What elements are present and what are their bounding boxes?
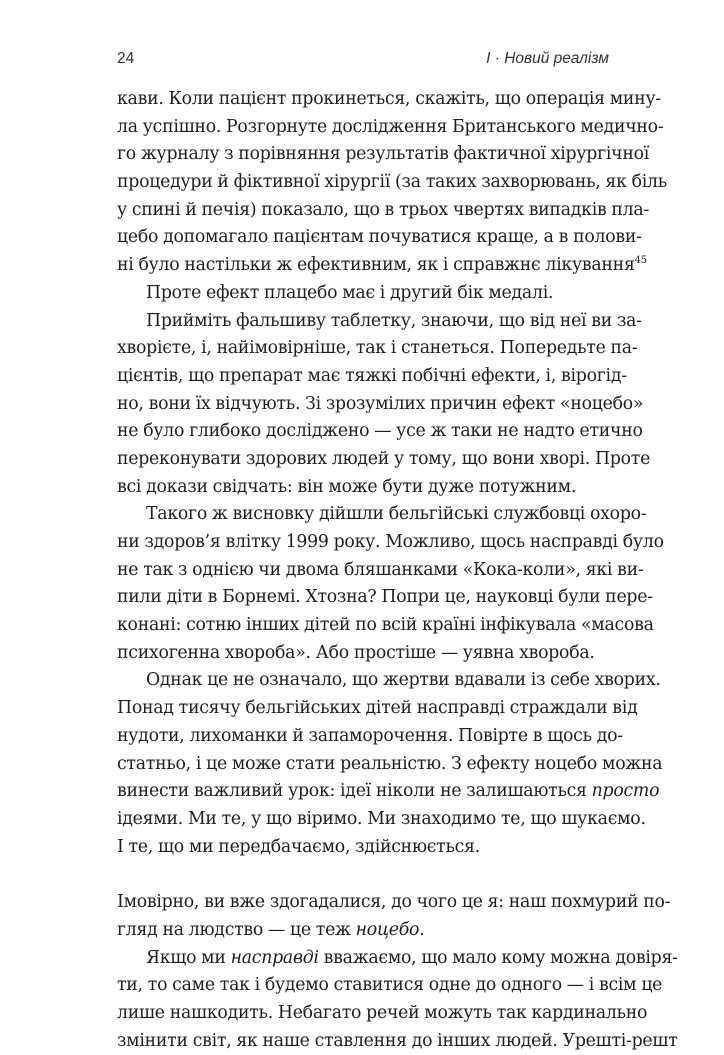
paragraph [117,667,663,861]
text-line: Понад тисячу бельгійських дітей насправді страждали від [117,698,638,719]
paragraph [117,280,609,308]
text-line: не було глибоко досліджено — усе ж таки не надто етично [117,421,643,442]
emphasis-text: насправді [230,947,319,968]
text-line: переконувати здорових людей у тому, що вони хворі. Проте [117,448,651,469]
running-head: I · Новий реалізм [486,50,609,67]
text-line: цієнтів, що препарат має тяжкі побічні ефекти, і, вірогід- [117,365,627,386]
paragraph [117,501,664,667]
emphasis-text: просто [591,781,660,802]
text-line: статньо, і це може стати реальністю. З ефекту ноцебо можна [117,753,663,774]
text-line [117,252,647,280]
text-line: не так з однією чи двома бляшанками «Кока-коли», які ви- [117,559,644,580]
text-run: вважаємо, що мало кому можна довіря- [318,947,678,968]
text-line: змінити світ, як наше ставлення до інших людей. Урешті-решт [117,1030,678,1051]
text-line: Прийміть фальшиву таблетку, знаючи, що від неї ви за- [146,310,642,331]
text-line [117,778,660,806]
text-line: лише нашкодить. Небагато речей можуть так кардинально [117,1003,648,1023]
text-line: конані: сотню інших дітей по всій країні інфікувала «масова [117,615,654,636]
text-run: Якщо ми [146,947,231,968]
text-line: го журналу з порівняння результатів фактичної хірургічної [117,144,650,165]
text-line: Такого ж висновку дійшли бельгійські службовці охоро- [146,504,647,525]
paragraph [117,889,671,944]
text-line: ни здоров’я влітку 1999 року. Можливо, щось насправді було [117,532,664,552]
text-run: ні було настільки ж ефективним, як і справжнє лікування [117,255,635,276]
text-line: пили діти в Борнемі. Хтозна? Попри це, науковці були пере- [117,587,653,608]
text-line: всі докази свідчать: він може бути дуже потужним. [117,476,577,497]
text-line: ла успішно. Розгорнуте дослідження Британського медично- [117,116,664,137]
text-line: психогенна хвороба». Або простіше — уявна хвороба. [117,642,595,663]
text-line [117,917,609,945]
text-line: Проте ефект плацебо має і другий бік медалі. [146,282,554,303]
footnote-reference: 45 [634,255,647,267]
text-run: винести важливий урок: ідеї ніколи не залишаються [117,781,592,802]
page-body [117,86,678,1055]
text-line: нудоти, лихоманки й запаморочення. Повірте в щось до- [117,725,623,746]
page-number: 24 [117,50,135,67]
text-line: ідеями. Ми те, у що віримо. Ми знаходимо те, що шукаємо. [117,808,646,829]
text-line: но, вони їх відчують. Зі зрозумілих причин ефект «ноцебо» [117,393,644,414]
text-line [117,945,678,973]
paragraph [117,308,651,502]
text-run: гляд на людство — це теж [117,919,356,940]
text-line: кави. Коли пацієнт прокинеться, скажіть, що операція мину- [117,89,661,109]
text-line: ти, то саме так і будемо ставитися одне до одного — і всім це [117,975,663,996]
text-line: цебо допомагало пацієнтам почуватися краще, а в полови- [117,227,642,248]
text-line: І те, що ми передбачаємо, здійснюється. [117,836,480,857]
running-header [117,50,609,72]
text-line: хворієте, і, найімовірніше, так і станеться. Попередьте па- [117,338,638,359]
paragraph [117,945,678,1055]
emphasis-text: ноцебо [355,919,420,940]
text-line: процедури й фіктивної хірургії (за таких захворювань, як біль [117,172,667,193]
text-line: у спині й печія) показало, що в трьох чвертях випадків пла- [117,199,650,220]
text-line: Імовірно, ви вже здогадалися, до чого це я: наш похмурий по- [117,892,671,913]
paragraph [117,86,667,280]
text-run: . [419,919,425,940]
text-line: Однак це не означало, що жертви вдавали із себе хворих. [146,670,661,691]
section-break [117,861,609,889]
